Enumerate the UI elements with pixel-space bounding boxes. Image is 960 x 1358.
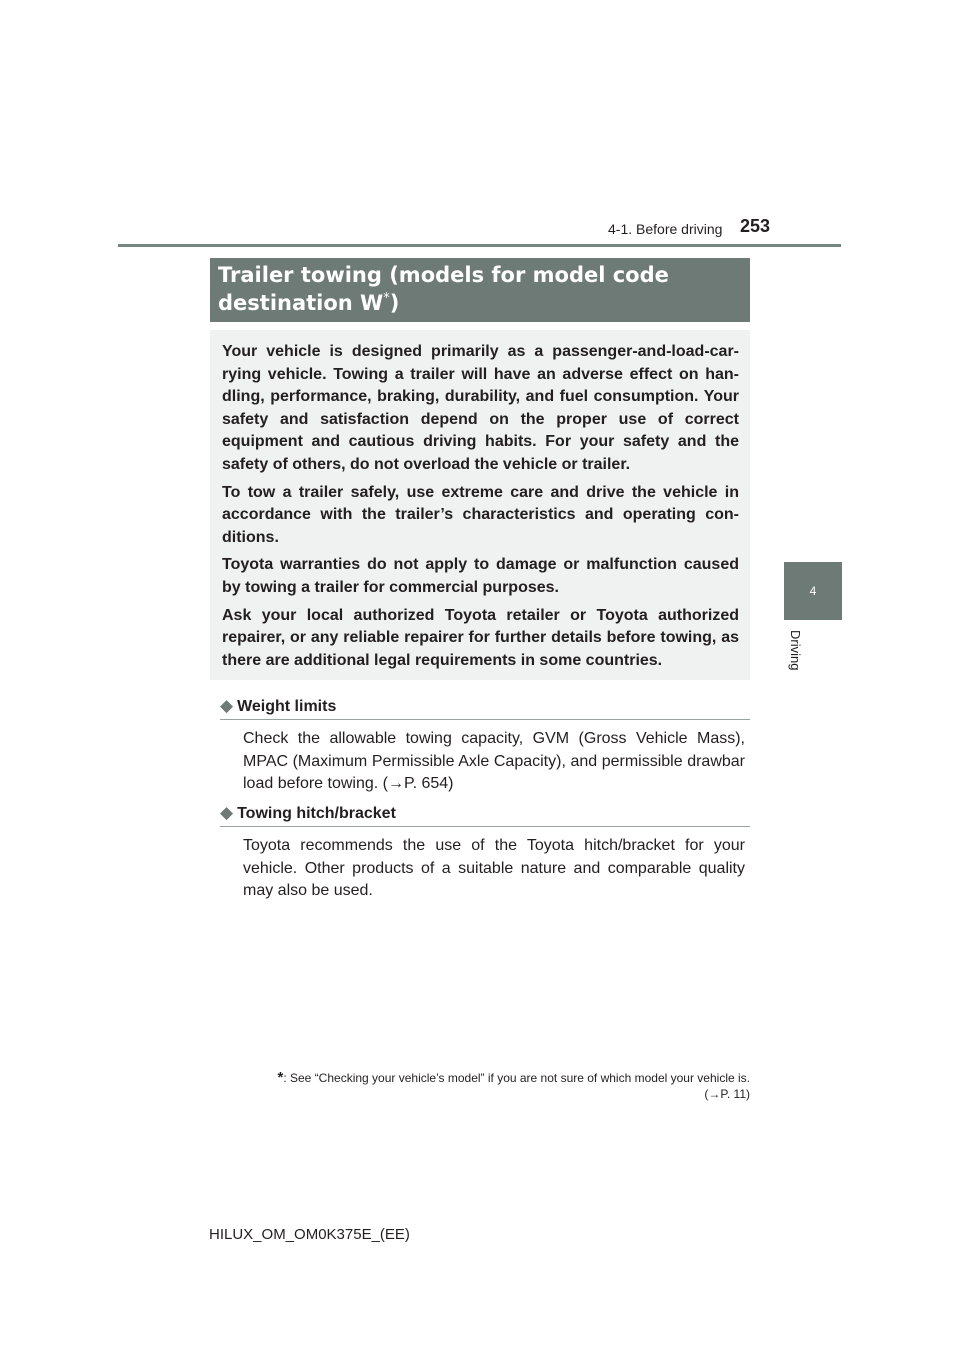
chapter-number: 4 — [809, 584, 817, 598]
section-heading-text: Towing hitch/bracket — [237, 805, 396, 822]
intro-paragraph: To tow a trailer safely, use extreme care and drive the vehicle in accordance with the trailer’s characteristics and operating con- ditions. — [222, 483, 739, 546]
footnote-text: : See “Checking your vehicle’s model” if you are not sure of which model your vehicle is. — [283, 1071, 750, 1085]
intro-paragraph: Your vehicle is designed primarily as a passenger-and-load-car- rying vehicle. Towing a trailer will have an adverse effect on han- dling, performance, braking, durability, and fuel consumption. Your safety and satisfaction depend on the proper use of correct equipment and cautious driving habits. For your safety and the safety of others, do not overload the vehicle or trailer. — [222, 343, 739, 473]
page-title-text: Trailer towing (models for model code destination W — [218, 263, 669, 315]
diamond-bullet-icon: ◆ — [220, 803, 234, 822]
section-body-weight-limits: Check the allowable towing capacity, GVM (Gross Vehicle Mass), MPAC (Maximum Permissible Axle Capacity), and permissible drawbar load before towing. (→P. 654) — [243, 730, 745, 793]
section-heading-weight-limits — [220, 695, 750, 720]
header-section-title: 4-1. Before driving — [608, 221, 723, 237]
section-body-towing-hitch: Toyota recommends the use of the Toyota hitch/bracket for your vehicle. Other products of a suitable nature and comparable quality may also be used. — [243, 837, 745, 900]
title-asterisk: * — [383, 291, 390, 306]
diamond-bullet-icon: ◆ — [220, 696, 234, 715]
page-title-close: ) — [389, 291, 400, 315]
footnote-marker: * — [277, 1069, 284, 1086]
document-code: HILUX_OM_OM0K375E_(EE) — [209, 1226, 410, 1243]
page-number: 253 — [740, 216, 771, 236]
header-divider — [118, 244, 841, 247]
intro-box — [210, 330, 750, 680]
intro-paragraph: Toyota warranties do not apply to damage or malfunction caused by towing a trailer for commercial purposes. — [222, 556, 739, 596]
page-title — [210, 258, 750, 322]
footnote-reference[interactable]: (→P. 11) — [704, 1087, 750, 1101]
section-heading-towing-hitch — [220, 802, 750, 827]
chapter-label: Driving — [788, 630, 803, 671]
intro-paragraph: Ask your local authorized Toyota retailer or Toyota authorized repairer, or any reliable repairer for further details before towing, as there are additional legal requirements in some countries. — [222, 606, 739, 669]
footnote — [210, 1070, 750, 1102]
section-heading-text: Weight limits — [237, 698, 337, 715]
chapter-tab[interactable] — [784, 562, 842, 620]
